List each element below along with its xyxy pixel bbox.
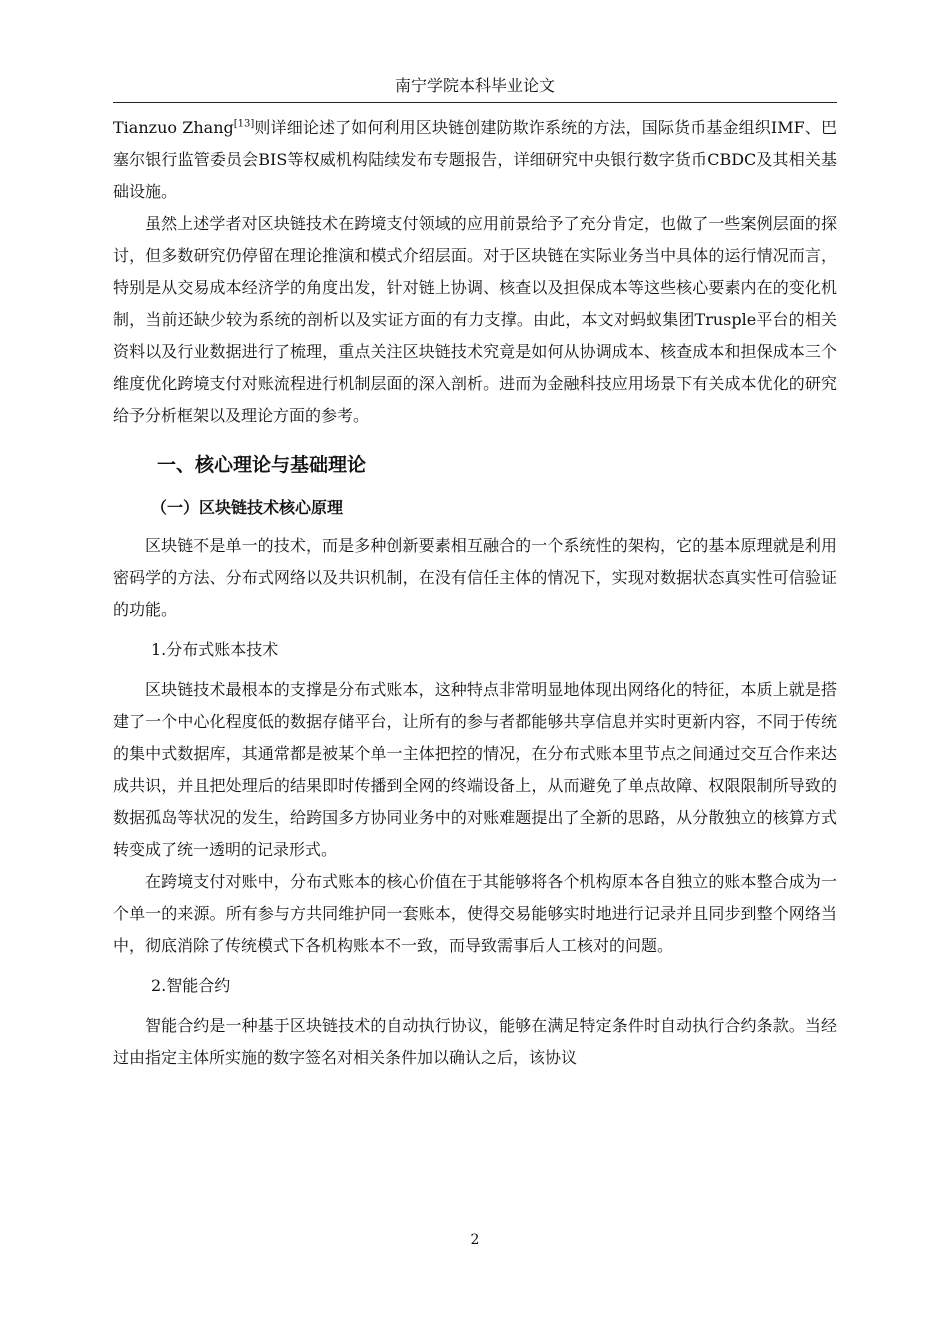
paragraph-6: 智能合约是一种基于区块链技术的自动执行协议，能够在满足特定条件时自动执行合约条款。当经过由指定主体所实施的数字签名对相关条件加以确认之后，该协议 (113, 1016, 837, 1067)
paragraph-2: 虽然上述学者对区块链技术在跨境支付领域的应用前景给予了充分肯定，也做了一些案例层面的探讨，但多数研究仍停留在理论推演和模式介绍层面。对于区块链在实际业务当中具体的运行情况而言，特别是从交易成本经济学的角度出发，针对链上协调、核查以及担保成本等这些核心要素内在的变化机制，当前还缺少较为系统的剖析以及实证方面的有力支撑。由此，本文对蚂蚁集团Trusple平台的相关资料以及行业数据进行了梳理，重点关注区块链技术究竟是如何从协调成本、核查成本和担保成本三个维度优化跨境支付对账流程进行机制层面的深入剖析。进而为金融科技应用场景下有关成本优化的研究给予分析框架以及理论方面的参考。 (113, 214, 837, 425)
page-number: 2 (470, 1232, 480, 1248)
author-name: Tianzuo Zhang (113, 118, 234, 137)
subsubsection-heading-1: 1.分布式账本技术 (151, 640, 279, 659)
paragraph-1 (113, 112, 837, 208)
subsection-heading: （一）区块链技术核心原理 (151, 498, 344, 517)
subsubsection-heading-2: 2.智能合约 (151, 976, 231, 995)
citation-marker: [13] (233, 118, 255, 130)
paragraph-1-text: 则详细论述了如何利用区块链创建防欺诈系统的方法，国际货币基金组织IMF、巴塞尔银行监管委员会BIS等权威机构陆续发布专题报告，详细研究中央银行数字货币CBDC及其相关基础设施。 (113, 118, 837, 201)
page-header (113, 74, 837, 103)
paragraph-5: 在跨境支付对账中，分布式账本的核心价值在于其能够将各个机构原本各自独立的账本整合成为一个单一的来源。所有参与方共同维护同一套账本，使得交易能够实时地进行记录并且同步到整个网络当中，彻底消除了传统模式下各机构账本不一致，而导致需事后人工核对的问题。 (113, 872, 837, 955)
section-heading: 一、核心理论与基础理论 (157, 454, 367, 476)
paragraph-4: 区块链技术最根本的支撑是分布式账本，这种特点非常明显地体现出网络化的特征，本质上就是搭建了一个中心化程度低的数据存储平台，让所有的参与者都能够共享信息并实时更新内容，不同于传统的集中式数据库，其通常都是被某个单一主体把控的情况，在分布式账本里节点之间通过交互合作来达成共识，并且把处理后的结果即时传播到全网的终端设备上，从而避免了单点故障、权限限制所导致的数据孤岛等状况的发生，给跨国多方协同业务中的对账难题提出了全新的思路，从分散独立的核算方式转变成了统一透明的记录形式。 (113, 680, 837, 859)
document-body (113, 112, 837, 1074)
header-title: 南宁学院本科毕业论文 (394, 76, 555, 95)
paragraph-3: 区块链不是单一的技术，而是多种创新要素相互融合的一个系统性的架构，它的基本原理就是利用密码学的方法、分布式网络以及共识机制，在没有信任主体的情况下，实现对数据状态真实性可信验证的功能。 (113, 536, 837, 619)
